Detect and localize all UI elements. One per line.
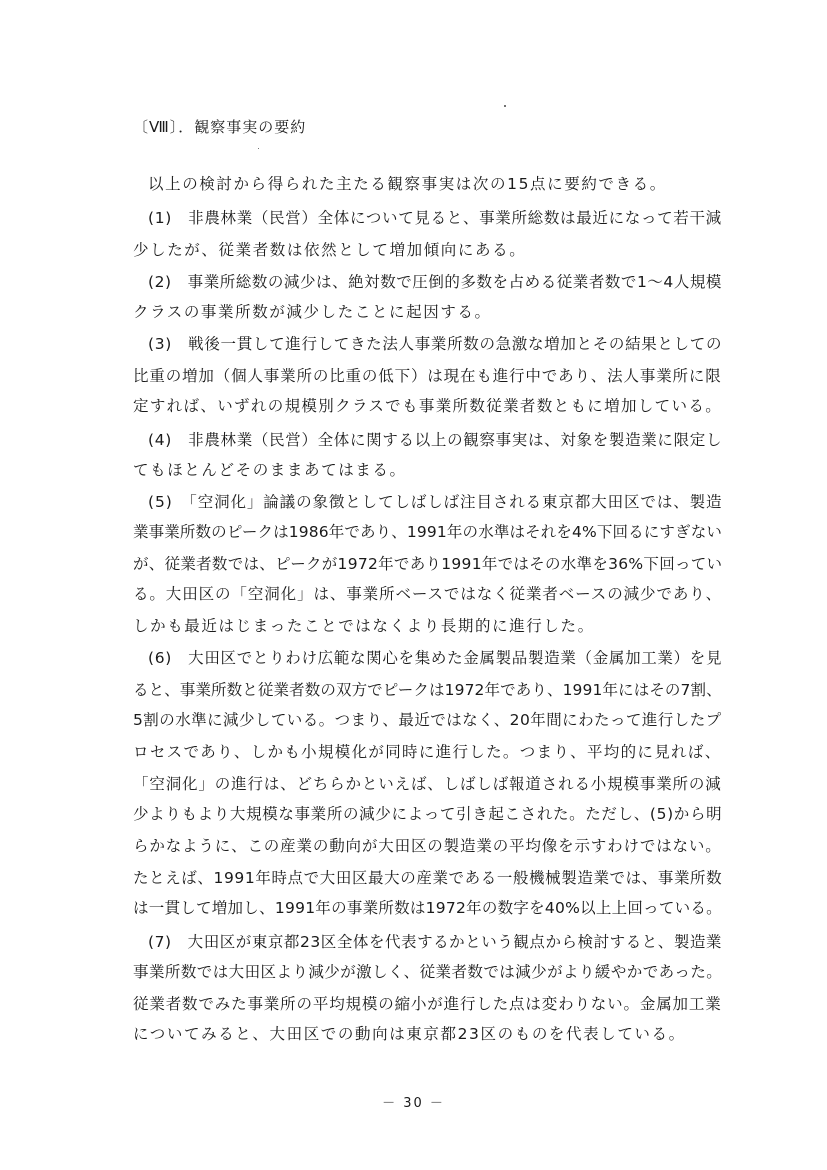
body-line: は一貫して増加し、1991年の事業所数は1972年の数字を40%以上上回っている。 [133,899,722,917]
page-number: － 30 － [382,1096,445,1111]
body-line: 従業者数でみた事業所の平均規模の縮小が進行した点は変わりない。金属加工業 [133,995,722,1013]
body-line: てもほとんどそのままあてはまる。 [133,461,407,479]
section-title: 〔Ⅷ〕．観察事実の要約 [133,118,307,136]
body-line: たとえば、1991年時点で大田区最大の産業である一般機械製造業では、事業所数 [133,869,723,887]
body-line: (3) 戦後一貫して進行してきた法人事業所数の急激な増加とその結果としての [148,335,723,353]
body-line: 事業所数では大田区より減少が激しく、従業者数では減少がより緩やかであった。 [133,963,723,981]
body-line: 「空洞化」の進行は、どちらかといえば、しばしば報道される小規模事業所の減 [133,775,722,793]
body-line: (4) 非農林業（民営）全体に関する以上の観察事実は、対象を製造業に限定し [148,431,723,449]
body-line: 業事業所数のピークは1986年であり、1991年の水準はそれを4%下回るにすぎない [133,523,722,541]
body-line: (1) 非農林業（民営）全体について見ると、事業所総数は最近になって若干減 [148,209,722,227]
body-line: が、従業者数では、ピークが1972年であり1991年ではその水準を36%下回ってい [133,555,723,573]
body-line: (7) 大田区が東京都23区全体を代表するかという観点から検討すると、製造業 [148,933,722,951]
body-line: についてみると、大田区での動向は東京都23区のものを代表している。 [133,1025,686,1043]
body-line: らかなように、この産業の動向が大田区の製造業の平均像を示すわけではない。 [133,837,722,855]
body-line: ロセスであり、しかも小規模化が同時に進行した。つまり、平均的に見れば、 [133,743,722,761]
body-line: しかも最近はじまったことではなくより長期的に進行した。 [133,617,595,635]
body-line: 比重の増加（個人事業所の比重の低下）は現在も進行中であり、法人事業所に限 [133,367,722,385]
body-line: 定すれば、いずれの規模別クラスでも事業所数従業者数ともに増加している。 [133,397,723,415]
body-line: 5割の水準に減少している。つまり、最近ではなく、20年間にわたって進行したプ [133,711,722,729]
body-line: 少よりもより大規模な事業所の減少によって引き起こされた。ただし、(5)から明 [133,805,723,823]
body-line: 以上の検討から得られた主たる観察事実は次の15点に要約できる。 [148,175,667,193]
scan-speck [504,105,506,107]
body-line: (6) 大田区でとりわけ広範な関心を集めた金属製品製造業（金属加工業）を見 [148,649,723,667]
body-line: 少したが、従業者数は依然として増加傾向にある。 [133,241,527,259]
body-line: (5) 「空洞化」論議の象徴としてしばしば注目される東京都大田区では、製造 [148,493,723,511]
scan-speck [258,148,259,149]
body-line: (2) 事業所総数の減少は、絶対数で圧倒的多数を占める従業者数で1～4人規模 [148,273,722,291]
body-line: クラスの事業所数が減少したことに起因する。 [133,303,492,321]
body-line: ると、事業所数と従業者数の双方でピークは1972年であり、1991年にはその7割、 [133,681,722,699]
body-line: る。大田区の「空洞化」は、事業所ベースではなく従業者ベースの減少であり、 [133,585,723,603]
